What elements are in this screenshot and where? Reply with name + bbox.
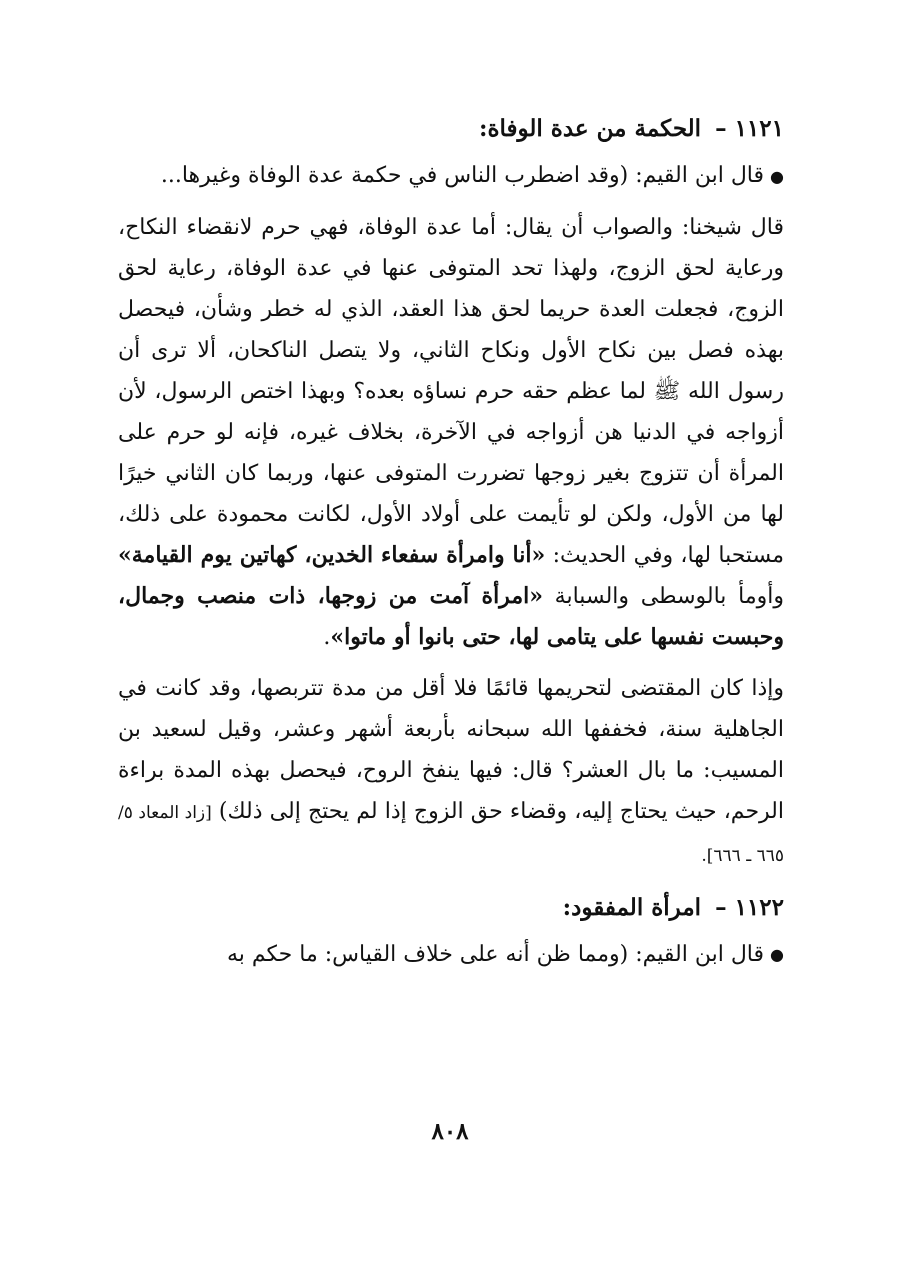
paragraph-missing-husband	[118, 934, 784, 976]
paragraph-label: قال شيخنا:	[681, 214, 784, 240]
paragraph-shaykh-statement	[118, 207, 784, 658]
paragraph-waiting-period	[118, 668, 784, 877]
page-body	[118, 108, 784, 985]
section-title: امرأة المفقود:	[562, 893, 702, 921]
paragraph-text: .	[323, 624, 331, 650]
paragraph-ibn-qayyim-quote	[118, 155, 784, 197]
paragraph-text: قال ابن القيم: (ومما ظن أنه على خلاف القياس: ما حكم به	[226, 941, 765, 967]
paragraph-text: وأومأ بالوسطى والسبابة	[542, 583, 784, 609]
section-heading-1121	[118, 108, 784, 149]
hadith-quote: «امرأة آمت من زوجها، ذات منصب وجمال، وحبست نفسها على يتامى لها، حتى بانوا أو ماتوا»	[118, 582, 784, 650]
page-number: ٨٠٨	[431, 1118, 469, 1145]
bullet-icon: ●	[770, 166, 784, 186]
section-heading-1122	[118, 887, 784, 928]
paragraph-text: وإذا كان المقتضى لتحريمها قائمًا فلا أقل من مدة تتربصها، وقد كانت في الجاهلية سنة، فخففها الله سبحانه بأربعة أشهر وعشر، وقيل لسعيد بن المسيب: ما بال العشر؟ قال: فيها ينفخ الروح، فيحصل بهذه المدة براءة الرحم، حيث يحتاج إليه، وقضاء حق الزوج إذا لم يحتج إلى ذلك)	[118, 675, 784, 824]
paragraph-text: قال ابن القيم: (وقد اضطرب الناس في حكمة عدة الوفاة وغيرها...	[160, 163, 765, 188]
bullet-icon: ●	[770, 945, 784, 964]
source-reference: [زاد المعاد ٥/ ٦٦٥ ـ ٦٦٦].	[118, 802, 784, 866]
section-number: ١١٢٢ –	[715, 893, 784, 921]
section-title: الحكمة من عدة الوفاة:	[478, 115, 702, 142]
hadith-quote: «أنا وامرأة سفعاء الخدين، كهاتين يوم القيامة»	[118, 541, 546, 568]
section-number: ١١٢١ –	[715, 115, 784, 142]
paragraph-text: والصواب أن يقال: أما عدة الوفاة، فهي حرم لانقضاء النكاح، ورعاية لحق الزوج، ولهذا تحد المتوفى عنها في عدة الوفاة، رعاية لحق الزوج، فجعلت العدة حريما لحق هذا العقد، الذي له خطر وشأن، فيحصل بهذه فصل بين نكاح الأول ونكاح الثاني، ولا يتصل الناكحان، ألا ترى أن رسول الله ﷺ لما عظم حقه حرم نساؤه بعده؟ وبهذا اختص الرسول، لأن أزواجه في الدنيا هن أزواجه في الآخرة، بخلاف غيره، فإنه لو حرم على المرأة أن تتزوج بغير زوجها تضررت المتوفى عنها، وربما كان الثاني خيرًا لها من الأول، ولكن لو تأيمت على أولاد الأول، لكانت محمودة على ذلك، مستحبا لها، وفي الحديث:	[118, 214, 784, 568]
